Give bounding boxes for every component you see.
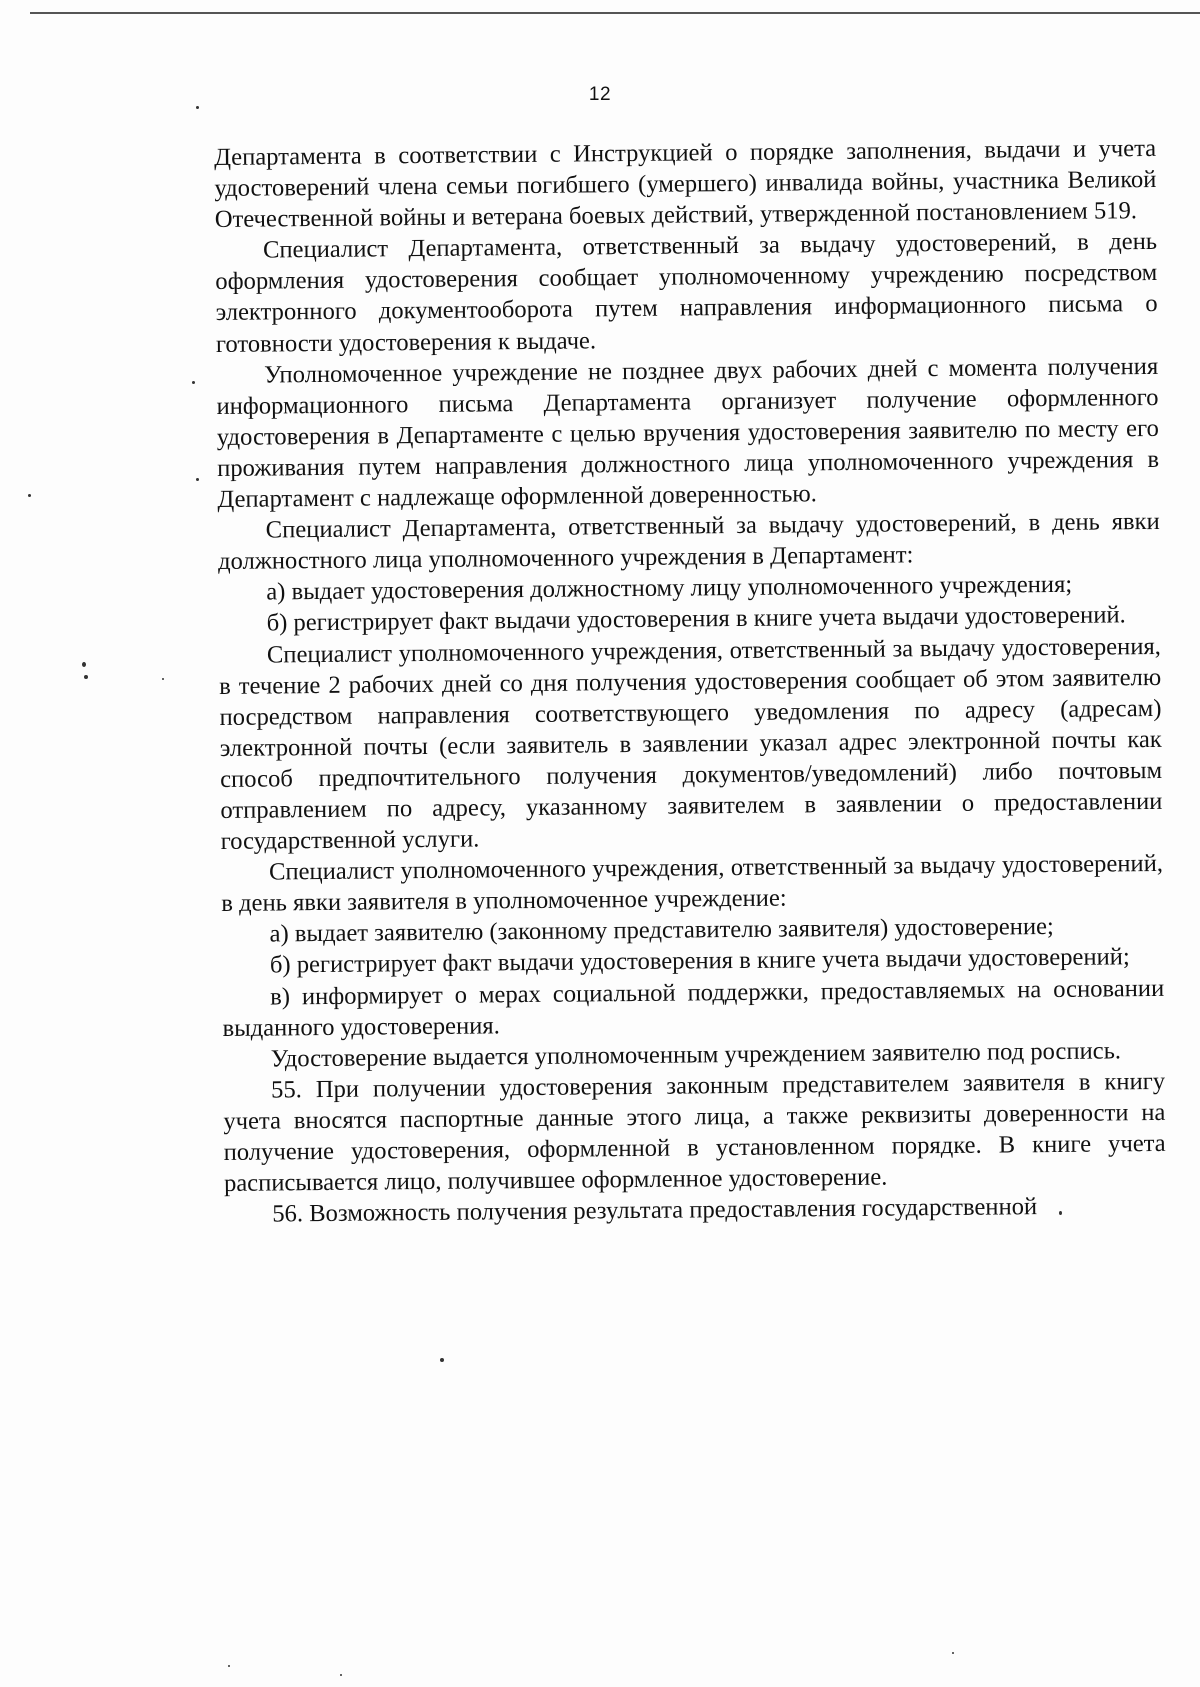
page-number: 12 xyxy=(588,84,612,105)
scan-speck xyxy=(228,1665,230,1667)
list-item-c-inform-support: в) информирует о мерах социальной поддержки, предоставляемых на основании выданного удостоверения. xyxy=(222,974,1165,1042)
scan-speck xyxy=(84,675,88,679)
scan-speck xyxy=(82,662,86,667)
paragraph-authorized-institution-receipt: Уполномоченное учреждение не позднее двух рабочих дней с момента получения информационного письма Департамента организует получение оформленного удостоверения в Департаменте с целью вручения удостоверения заявителю по месту его проживания путем направления должностного лица уполномоченного учреждения в Департамент с надлежаще оформленной доверенностью. xyxy=(216,352,1160,514)
scan-speck xyxy=(196,106,199,109)
scan-speck xyxy=(162,678,164,680)
scan-speck xyxy=(28,494,31,497)
list-item-a-issue-to-applicant: а) выдает заявителю (законному представителю заявителя) удостоверение; xyxy=(269,913,1054,948)
scan-speck xyxy=(192,381,195,384)
paragraph-department-specialist-notice: Специалист Департамента, ответственный за выдачу удостоверений, в день оформления удостоверения сообщает уполномоченному учреждению посредством электронного документооборота путем направления информационного письма о готовности удостоверения к выдаче. xyxy=(215,228,1158,358)
scan-speck xyxy=(1059,1211,1062,1215)
list-item-a-issue-to-official: а) выдает удостоверения должностному лицу уполномоченного учреждения; xyxy=(266,571,1073,606)
list-item-b-register-issue: б) регистрирует факт выдачи удостоверения в книге учета выдачи удостоверений. xyxy=(266,601,1126,637)
paragraph-issued-against-signature: Удостоверение выдается уполномоченным учреждением заявителю под роспись. xyxy=(270,1037,1122,1073)
paragraph-department-specialist-actions: Специалист Департамента, ответственный за выдачу удостоверений, в день явки должностного лица уполномоченного учреждения в Департамент: xyxy=(217,508,1160,576)
scan-speck xyxy=(196,478,199,481)
paragraph-institution-specialist-notify: Специалист уполномоченного учреждения, ответственный за выдачу удостоверения, в течение 2 рабочих дней со дня получения удостоверения сообщает об этом заявителю посредством направления соответствующего уведомления по адресу (адресам) электронной почты (если заявитель в заявлении указал адрес электронной почты как способ предпочтительного получения документов/уведомлений) либо почтовым отправлением по адресу, указанному заявителем в заявлении о предоставлении государственной услуги. xyxy=(219,632,1163,856)
list-item-b-register-issue-applicant: б) регистрирует факт выдачи удостоверения в книге учета выдачи удостоверений; xyxy=(269,943,1130,979)
paragraph-clause-56: 56. Возможность получения результата предоставления государственной xyxy=(272,1193,1038,1228)
scan-speck xyxy=(340,1674,342,1676)
scan-top-edge xyxy=(30,12,1200,14)
document-body xyxy=(214,133,1166,1230)
paragraph-clause-55: 55. При получении удостоверения законным представителем заявителя в книгу учета вносятся паспортные данные этого лица, а также реквизиты доверенности на получение удостоверения, оформленной в установленном порядке. В книге учета расписывается лицо, получившее оформленное удостоверение. xyxy=(223,1067,1166,1198)
paragraph-institution-specialist-actions: Специалист уполномоченного учреждения, ответственный за выдачу удостоверений, в день явки заявителя в уполномоченное учреждение: xyxy=(221,850,1164,918)
paragraph-instruction-continuation: Департамента в соответствии с Инструкцией о порядке заполнения, выдачи и учета удостоверений члена семьи погибшего (умершего) инвалида войны, участника Великой Отечественной войны и ветерана боевых действий, утвержденной постановлением 519. xyxy=(214,134,1157,234)
scan-speck xyxy=(952,1652,954,1654)
scan-speck xyxy=(440,1358,444,1362)
